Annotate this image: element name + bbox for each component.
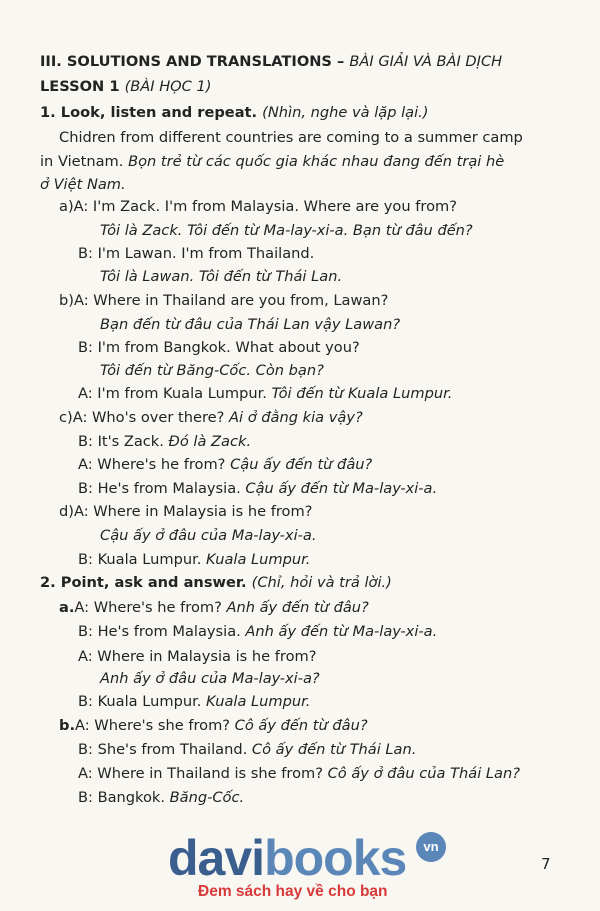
dialogue-a-l2-vi: Tôi là Lawan. Tôi đến từ Thái Lan. <box>100 268 343 285</box>
logo-vn-badge: vn <box>416 832 446 862</box>
dialogue-c-label: c) <box>59 409 73 426</box>
exercise-2b-line-4 <box>78 786 244 810</box>
lesson-heading-en: LESSON 1 <box>40 78 125 95</box>
exercise-2b-line-1 <box>59 714 368 738</box>
dialogue-c-l3-en: A: Where's he from? <box>78 456 231 473</box>
dialogue-c-l2-vi: Đó là Zack. <box>168 433 252 450</box>
exercise-2a-line-4 <box>78 690 310 714</box>
exercise-2b-l3-en: A: Where in Thailand is she from? <box>78 765 328 782</box>
dialogue-d-l1-vi: Cậu ấy ở đâu của Ma-lay-xi-a. <box>100 527 317 544</box>
logo-davi: davi <box>168 830 265 886</box>
exercise-2a-l2-vi: Anh ấy đến từ Ma-lay-xi-a. <box>245 623 438 640</box>
exercise-2b-l1-vi: Cô ấy đến từ đâu? <box>234 717 368 734</box>
dialogue-c-line-1 <box>59 406 363 430</box>
dialogue-c-l4-vi: Cậu ấy đến từ Ma-lay-xi-a. <box>245 480 438 497</box>
dialogue-d-line-1-vi <box>100 524 316 548</box>
exercise-2b-label: b. <box>59 717 75 734</box>
exercise-2b-l4-en: B: Bangkok. <box>78 789 170 806</box>
dialogue-c-line-2 <box>78 430 251 454</box>
exercise-2a-l3-vi: Anh ấy ở đâu của Ma-lay-xi-a? <box>100 670 320 687</box>
logo-wordmark <box>168 828 406 888</box>
exercise-2a-l2-en: B: He's from Malaysia. <box>78 623 246 640</box>
dialogue-b-l3-en: A: I'm from Kuala Lumpur. <box>78 385 272 402</box>
dialogue-c-l1-en: A: Who's over there? <box>72 409 230 426</box>
dialogue-d-l2-vi: Kuala Lumpur. <box>206 551 311 568</box>
exercise-2a-l4-en: B: Kuala Lumpur. <box>78 693 207 710</box>
dialogue-b-label: b) <box>59 292 74 309</box>
dialogue-a-line-1 <box>59 195 457 219</box>
exercise-1-title <box>40 101 428 125</box>
dialogue-b-line-3 <box>78 382 452 406</box>
dialogue-b-l2-vi: Tôi đến từ Băng-Cốc. Còn bạn? <box>100 362 324 379</box>
dialogue-a-line-2-vi <box>100 265 342 289</box>
lesson-heading <box>40 75 211 99</box>
exercise-2-title <box>40 571 392 595</box>
exercise-2b-l3-vi: Cô ấy ở đâu của Thái Lan? <box>327 765 520 782</box>
dialogue-a-label: a) <box>59 198 74 215</box>
dialogue-a-l1-vi: Tôi là Zack. Tôi đến từ Ma-lay-xi-a. Bạn từ đâu đến? <box>100 222 473 239</box>
dialogue-b-l2-en: B: I'm from Bangkok. What about you? <box>78 339 360 356</box>
dialogue-a-line-2 <box>78 242 314 266</box>
exercise-2-title-vi: (Chỉ, hỏi và trả lời.) <box>251 574 392 591</box>
dialogue-b-l1-vi: Bạn đến từ đâu của Thái Lan vậy Lawan? <box>100 316 401 333</box>
dialogue-a-l1-en: A: I'm Zack. I'm from Malaysia. Where are you from? <box>73 198 457 215</box>
dialogue-d-label: d) <box>59 503 74 520</box>
section-heading-vi: BÀI GIẢI VÀ BÀI DỊCH <box>349 53 503 70</box>
dialogue-c-l4-en: B: He's from Malaysia. <box>78 480 246 497</box>
dialogue-a-l2-en: B: I'm Lawan. I'm from Thailand. <box>78 245 315 262</box>
exercise-2a-line-3-vi <box>100 667 320 691</box>
dialogue-d-l2-en: B: Kuala Lumpur. <box>78 551 207 568</box>
exercise-2b-l1-en: A: Where's she from? <box>75 717 235 734</box>
exercise-2b-line-3 <box>78 762 520 786</box>
intro-vi-2: Bọn trẻ từ các quốc gia khác nhau đang đến trại hè <box>128 153 505 170</box>
dialogue-c-l3-vi: Cậu ấy đến từ đâu? <box>230 456 373 473</box>
dialogue-b-line-2-vi <box>100 359 324 383</box>
dialogue-b-l3-vi: Tôi đến từ Kuala Lumpur. <box>271 385 453 402</box>
dialogue-d-l1-en: A: Where in Malaysia is he from? <box>73 503 313 520</box>
dialogue-b-l1-en: A: Where in Thailand are you from, Lawan? <box>73 292 389 309</box>
dialogue-c-line-3 <box>78 453 372 477</box>
exercise-1-title-en: 1. Look, listen and repeat. <box>40 104 263 121</box>
page-number: 7 <box>541 855 551 873</box>
intro-en-2: in Vietnam. <box>40 153 129 170</box>
dialogue-b-line-2 <box>78 336 360 360</box>
exercise-2a-line-1 <box>59 596 369 620</box>
logo-books: books <box>264 830 407 886</box>
exercise-2a-l4-vi: Kuala Lumpur. <box>206 693 311 710</box>
dialogue-c-l1-vi: Ai ở đằng kia vậy? <box>229 409 363 426</box>
exercise-1-intro-line-1 <box>59 126 523 150</box>
exercise-2a-l3-en: A: Where in Malaysia is he from? <box>78 648 317 665</box>
exercise-2a-l1-vi: Anh ấy đến từ đâu? <box>226 599 369 616</box>
exercise-2b-l2-en: B: She's from Thailand. <box>78 741 252 758</box>
exercise-1-intro-line-2 <box>40 150 504 174</box>
exercise-2b-l2-vi: Cô ấy đến từ Thái Lan. <box>251 741 417 758</box>
davibooks-logo <box>168 828 458 908</box>
logo-tagline: Đem sách hay về cho bạn <box>198 883 388 900</box>
dialogue-d-line-1 <box>59 500 312 524</box>
lesson-heading-vi: (BÀI HỌC 1) <box>124 78 212 95</box>
dialogue-b-line-1 <box>59 289 388 313</box>
intro-vi-3: ở Việt Nam. <box>40 176 126 193</box>
exercise-1-title-vi: (Nhìn, nghe và lặp lại.) <box>262 104 429 121</box>
exercise-1-intro-line-3 <box>40 173 126 197</box>
section-heading <box>40 50 502 74</box>
exercise-2a-line-3 <box>78 645 316 669</box>
exercise-2a-line-2 <box>78 620 437 644</box>
dialogue-a-line-1-vi <box>100 219 473 243</box>
intro-en-1: Chidren from different countries are coming to a summer camp <box>59 129 523 146</box>
exercise-2b-l4-vi: Băng-Cốc. <box>169 789 245 806</box>
section-heading-en: III. SOLUTIONS AND TRANSLATIONS – <box>40 53 350 70</box>
dialogue-c-line-4 <box>78 477 437 501</box>
dialogue-c-l2-en: B: It's Zack. <box>78 433 169 450</box>
exercise-2-title-en: 2. Point, ask and answer. <box>40 574 252 591</box>
exercise-2b-line-2 <box>78 738 416 762</box>
exercise-2a-label: a. <box>59 599 75 616</box>
dialogue-b-line-1-vi <box>100 313 400 337</box>
dialogue-d-line-2 <box>78 548 310 572</box>
exercise-2a-l1-en: A: Where's he from? <box>74 599 227 616</box>
